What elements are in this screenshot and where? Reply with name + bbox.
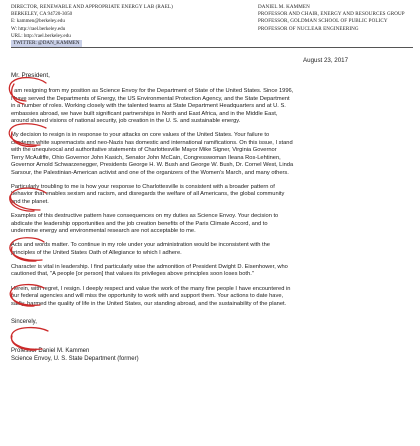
paragraph-line: cautioned that, "A people [or person] that values its privileges above principles soon loses both." <box>11 271 254 278</box>
signature-title: Science Envoy, U. S. State Department (former) <box>11 356 139 363</box>
paragraph-line: with the unequivocal and authoritative statements of Charlottesville Mayor Mike Signer, Virginia Governor <box>11 147 277 154</box>
letter-body <box>11 72 411 363</box>
paragraph-4 <box>11 213 411 236</box>
paragraph-line: around shared visions of national security, job creation in the U. S. and sustainable energy. <box>11 118 241 124</box>
letterhead-twitter: TWITTER: @DAN_KAMMEN <box>13 40 80 47</box>
paragraph-line: I have served the Departments of Energy, the US Environmental Protection Agency, and the State Department <box>11 95 290 102</box>
letterhead-title-1: PROFESSOR AND CHAIR, ENERGY AND RESOURCES GROUP <box>258 11 405 18</box>
paragraph-line: Character is vital in leadership. I find particularly wise the admonition of President Dwight D. Eisenhower, who <box>11 263 288 270</box>
letterhead-email: E: kammen@berkeley.edu <box>11 18 65 25</box>
paragraph-line: our federal agencies and will miss the opportunity to work with and support them. Your actions to date have, <box>11 293 284 300</box>
paragraph-line: Terry McAuliffe, Ohio Governor John Kasich, Senator John McCain, Congresswoman Ileana Ros-Lehtinen, <box>11 154 281 161</box>
paragraph-line: abdicate the leadership opportunities and the job creation benefits of the Paris Climate Accord, and to <box>11 220 268 227</box>
paragraph-line: Particularly troubling to me is how your response to Charlottesville is consistent with a broader pattern of <box>11 183 275 190</box>
paragraph-line: in a number of roles. Working closely with the talented teams at State Department Headquarters and at U. S. <box>11 103 286 109</box>
paragraph-line: condemn white supremacists and neo-Nazis has domestic and international ramifications. On this issue, I stand <box>11 139 293 146</box>
letterhead-left <box>11 4 251 47</box>
signature-name: Professor Daniel M. Kammen <box>11 348 90 355</box>
salutation: Mr. President, <box>11 72 50 79</box>
letterhead-url: URL: http://rael.berkeley.edu <box>11 32 71 39</box>
letterhead-address: BERKELEY, CA 94720-3050 <box>11 11 73 18</box>
paragraph-line: sadly, harmed the quality of life in the United States, our standing abroad, and the sustainability of the planet. <box>11 300 287 307</box>
paragraph-line: I am resigning from my position as Science Envoy for the Department of State of the United States. Since 1996, <box>11 88 294 94</box>
paragraph-2 <box>11 132 411 177</box>
paragraph-line: Governor Arnold Schwarzenegger, Presidents George H. W. Bush and George W. Bush, Dr. Cornel West, Linda <box>11 162 294 169</box>
paragraph-line: Acts and words matter. To continue in my role under your administration would be inconsistent with the <box>11 242 270 249</box>
letterhead-title-3: PROFESSOR OF NUCLEAR ENGINEERING <box>258 25 359 32</box>
paragraph-line: behavior that enables sexism and racism, and disregards the welfare of all Americans, the global community <box>11 191 285 198</box>
letterhead-web: W: http://rael.berkeley.edu <box>11 25 66 32</box>
letterhead-divider <box>11 47 413 48</box>
paragraph-1 <box>11 88 411 126</box>
paragraph-line: Examples of this destructive pattern have consequences on my duties as Science Envoy. Your decision to <box>11 213 279 220</box>
paragraph-line: Sarsour, the Palestinian-American activist and one of the organizers of the Women's March, and many others. <box>11 169 289 176</box>
paragraph-line: undermine energy and environmental research are not acceptable to me. <box>11 228 196 235</box>
signature-block <box>11 347 411 363</box>
paragraph-line: embassies abroad, we have built significant partnerships in North and East Africa, and in the Middle East, <box>11 110 278 117</box>
paragraph-7 <box>11 286 411 309</box>
paragraph-line: My decision to resign is in response to your attacks on core values of the United States. Your failure to <box>11 132 270 139</box>
paragraph-line: principles of the United States Oath of Allegiance to which I adhere. <box>11 249 182 256</box>
letterhead-name: DANIEL M. KAMMEN <box>258 4 310 10</box>
letterhead-lab: DIRECTOR, RENEWABLE AND APPROPRIATE ENERGY LAB (RAEL) <box>11 4 173 10</box>
paragraph-6 <box>11 264 411 279</box>
letterhead-title-2: PROFESSOR, GOLDMAN SCHOOL OF PUBLIC POLICY <box>258 18 388 25</box>
paragraph-line: and the planet. <box>11 198 49 205</box>
letter-date: August 23, 2017 <box>303 57 349 64</box>
paragraph-line: Herein, with regret, I resign. I deeply respect and value the work of the many fine people I have encountered in <box>11 285 291 292</box>
letterhead-right <box>258 4 416 33</box>
paragraph-5 <box>11 242 411 257</box>
closing: Sincerely, <box>11 319 37 326</box>
paragraph-3 <box>11 184 411 207</box>
